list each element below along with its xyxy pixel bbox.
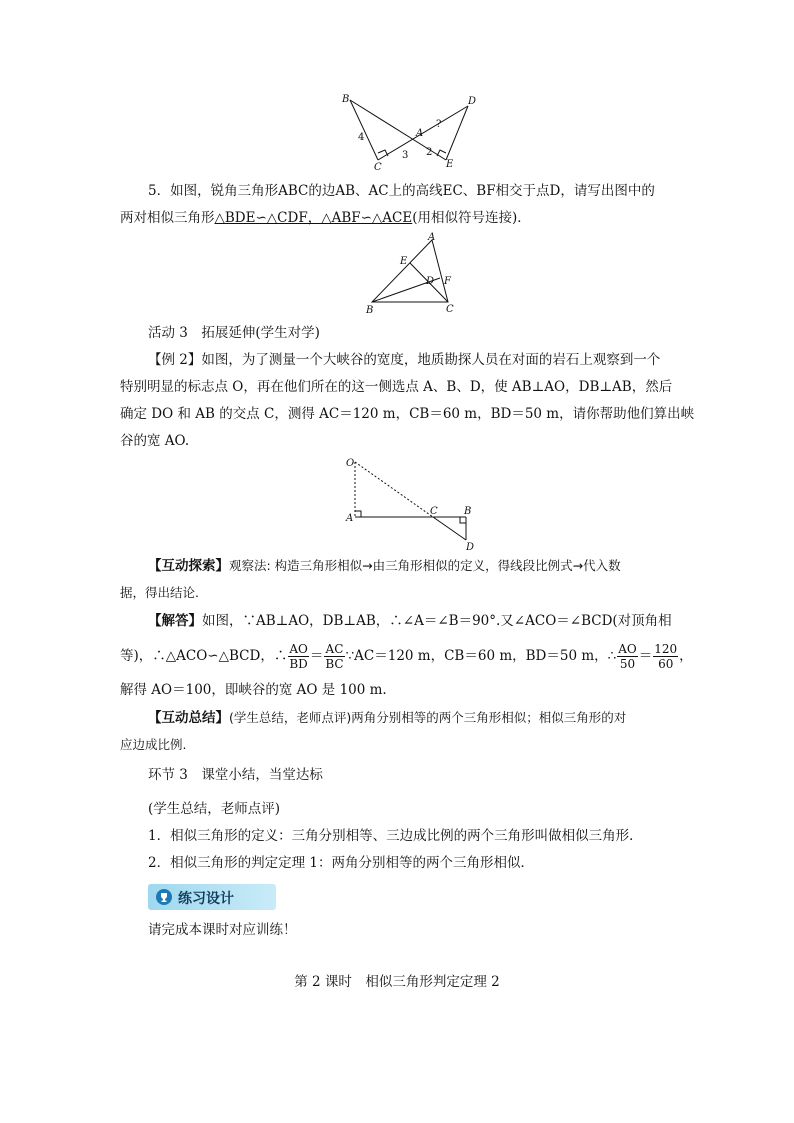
summary-line-1 bbox=[148, 708, 626, 728]
explore-label: 【互动探索】 bbox=[148, 558, 229, 574]
question-5-suffix: (用相似符号连接)． bbox=[412, 210, 531, 226]
solution-text-1: 如图，∵AB⊥AO，DB⊥AB，∴∠A＝∠B＝90°.又∠ACO＝∠BCD(对顶角相 bbox=[202, 613, 672, 629]
review-note: (学生总结，老师点评) bbox=[148, 801, 281, 817]
explore-line-1 bbox=[148, 556, 621, 576]
solution-label: 【解答】 bbox=[148, 613, 202, 629]
solution-line-3: 解得 AO＝100，即峡谷的宽 AO 是 100 m. bbox=[120, 682, 387, 698]
label-e: E bbox=[446, 159, 454, 170]
right-angle-mark-b bbox=[460, 517, 466, 523]
label-side-2: 2 bbox=[426, 147, 433, 158]
label-d: D bbox=[426, 276, 435, 287]
practice-design-label: 练习设计 bbox=[178, 891, 234, 907]
label-a: A bbox=[428, 232, 436, 243]
label-d: D bbox=[466, 542, 475, 552]
label-d: D bbox=[468, 96, 477, 107]
section-3-heading: 环节 3 课堂小结，当堂达标 bbox=[148, 767, 323, 783]
label-unknown: ? bbox=[436, 119, 442, 130]
label-o: O bbox=[346, 458, 355, 469]
label-a: A bbox=[416, 128, 424, 139]
label-c: C bbox=[374, 162, 382, 170]
fraction-ac-bc: $\frac{AC}{BC}$ bbox=[325, 642, 344, 671]
summary-label: 【互动总结】 bbox=[148, 710, 229, 726]
equals-sign: ＝ bbox=[309, 648, 324, 664]
summary-point-1: 1．相似三角形的定义：三角分别相等、三边成比例的两个三角形叫做相似三角形． bbox=[148, 828, 643, 844]
solution-line-2 bbox=[120, 638, 693, 674]
solution-comma: ， bbox=[679, 648, 693, 664]
label-a: A bbox=[346, 513, 354, 524]
question-5-line-1: 5．如图，锐角三角形ABC的边AB、AC上的高线EC、BF相交于点D，请写出图中的 bbox=[148, 183, 655, 199]
trophy-icon bbox=[156, 889, 172, 905]
figure-acute-triangle-altitudes bbox=[362, 230, 462, 318]
example-2-line-4: 谷的宽 AO. bbox=[120, 433, 190, 449]
fraction-ao-50: $\frac{AO}{50}$ bbox=[618, 642, 637, 671]
label-f: F bbox=[444, 276, 451, 287]
label-b: B bbox=[366, 305, 374, 316]
solution-text-2: 等)，∴△ACO∽△BCD，∴ bbox=[120, 648, 288, 664]
explore-line-2: 据，得出结论. bbox=[120, 585, 199, 600]
summary-point-2: 2．相似三角形的判定定理 1：两角分别相等的两个三角形相似． bbox=[148, 855, 534, 871]
label-c: C bbox=[446, 304, 454, 315]
segment-cd bbox=[433, 517, 466, 540]
summary-text: (学生总结，老师点评)两角分别相等的两个三角形相似；相似三角形的对 bbox=[229, 710, 627, 725]
summary-line-2: 应边成比例. bbox=[120, 737, 187, 752]
label-b: B bbox=[342, 94, 350, 105]
solution-line-1 bbox=[148, 611, 672, 631]
triangle-abc bbox=[372, 240, 448, 302]
example-2-line-3: 确定 DO 和 AB 的交点 C，测得 AC＝120 m，CB＝60 m，BD＝50 m，请你帮助他们算出峡 bbox=[120, 406, 695, 422]
example-2-line-1: 【例 2】如图，为了测量一个大峡谷的宽度，地质勘探人员在对面的岩石上观察到一个 bbox=[148, 352, 661, 368]
fraction-120-60: $\frac{120}{60}$ bbox=[654, 642, 678, 671]
segment-de bbox=[446, 106, 468, 160]
question-5-line-2 bbox=[120, 208, 531, 228]
equals-sign-2: ＝ bbox=[638, 648, 653, 664]
figure-canyon-measurement bbox=[342, 452, 478, 552]
question-5-prefix: 两对相似三角形 bbox=[120, 210, 215, 226]
label-side-4: 4 bbox=[358, 132, 365, 143]
label-c: C bbox=[430, 506, 438, 517]
practice-design-badge bbox=[148, 884, 276, 910]
practice-instruction: 请完成本课时对应训练！ bbox=[148, 922, 297, 938]
label-side-3: 3 bbox=[402, 150, 409, 161]
fraction-ao-bd: $\frac{AO}{BD}$ bbox=[289, 642, 308, 671]
solution-text-3: ∵AC＝120 m，CB＝60 m，BD＝50 m，∴ bbox=[345, 648, 617, 664]
activity-3-heading: 活动 3 拓展延伸(学生对学) bbox=[148, 325, 320, 341]
right-angle-mark-a bbox=[355, 511, 361, 517]
label-e: E bbox=[400, 256, 408, 267]
question-5-answer: △BDE∽△CDF，△ABF∽△ACE bbox=[214, 210, 413, 226]
label-b: B bbox=[464, 506, 472, 517]
figure-two-right-triangles bbox=[338, 92, 484, 170]
next-lesson-title: 第 2 课时 相似三角形判定定理 2 bbox=[294, 974, 500, 990]
explore-text: 观察法: 构造三角形相似→由三角形相似的定义，得线段比例式→代入数 bbox=[229, 558, 621, 573]
segment-oc bbox=[355, 462, 433, 517]
example-2-line-2: 特别明显的标志点 O，再在他们所在的这一侧选点 A、B、D，使 AB⊥AO，DB⊥AB，然后 bbox=[120, 379, 673, 395]
